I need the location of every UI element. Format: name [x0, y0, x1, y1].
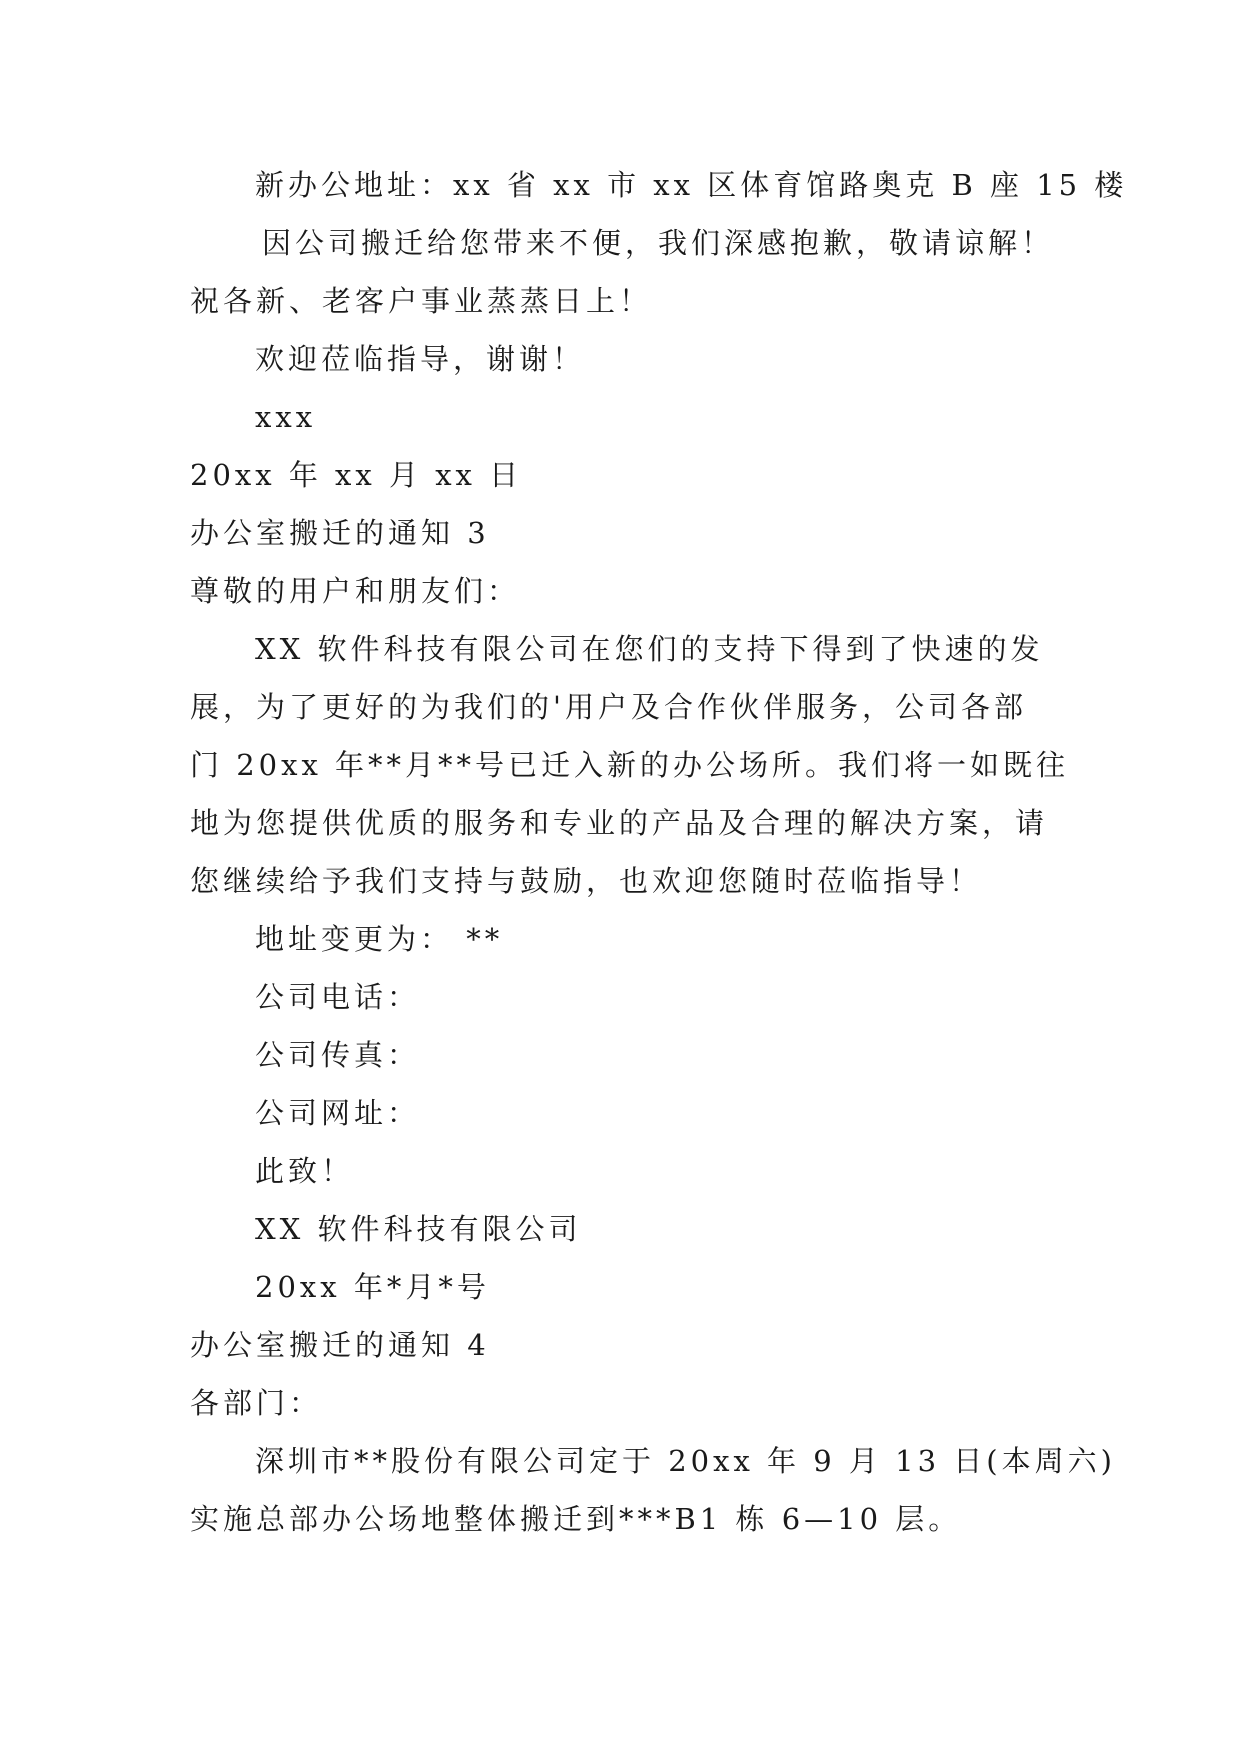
welcome-line: 欢迎莅临指导，谢谢！ [255, 342, 586, 376]
section-title-4: 办公室搬迁的通知 4 [190, 1328, 490, 1362]
fax-line: 公司传真： [255, 1038, 421, 1072]
phone-line: 公司电话： [255, 980, 421, 1014]
body-paragraph-line: 您继续给予我们支持与鼓励，也欢迎您随时莅临指导！ [190, 864, 983, 898]
notice-paragraph-line: 实施总部办公场地整体搬迁到***B1 栋 6—10 层。 [190, 1502, 962, 1536]
recipient-line: 各部门： [190, 1386, 323, 1420]
notice-paragraph-line: 深圳市**股份有限公司定于 20xx 年 9 月 13 日(本周六) [255, 1444, 1116, 1478]
address-change-line: 地址变更为： ** [255, 922, 504, 956]
body-paragraph-line: 展，为了更好的为我们的'用户及合作伙伴服务，公司各部 [190, 690, 1027, 724]
salutation-line: 尊敬的用户和朋友们： [190, 574, 521, 608]
new-office-address-line: 新办公地址：xx 省 xx 市 xx 区体育馆路奥克 B 座 15 楼 [255, 168, 1128, 202]
date-line: 20xx 年 xx 月 xx 日 [190, 458, 523, 492]
wishes-line: 祝各新、老客户事业蒸蒸日上！ [190, 284, 653, 318]
sender-name-line: xxx [255, 400, 317, 434]
body-paragraph-line: XX 软件科技有限公司在您们的支持下得到了快速的发 [255, 632, 1044, 666]
company-signature-line: XX 软件科技有限公司 [255, 1212, 582, 1246]
body-paragraph-line: 地为您提供优质的服务和专业的产品及合理的解决方案，请 [190, 806, 1049, 840]
body-paragraph-line: 门 20xx 年**月**号已迁入新的办公场所。我们将一如既往 [190, 748, 1070, 782]
website-line: 公司网址： [255, 1096, 421, 1130]
apology-line: 因公司搬迁给您带来不便，我们深感抱歉，敬请谅解！ [262, 226, 1055, 260]
closing-line: 此致！ [255, 1154, 355, 1188]
signature-date-line: 20xx 年*月*号 [255, 1270, 490, 1304]
section-title-3: 办公室搬迁的通知 3 [190, 516, 490, 550]
